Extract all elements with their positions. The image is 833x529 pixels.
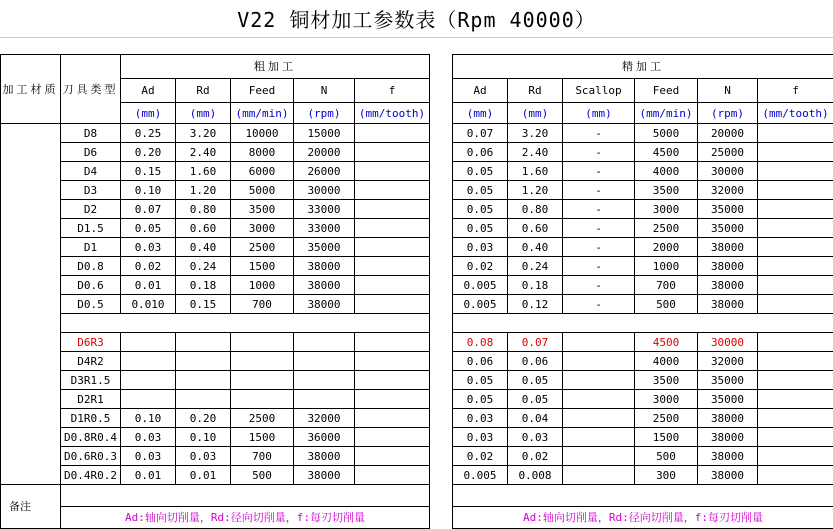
rough-value-cell: 0.01 bbox=[121, 276, 176, 295]
finish-value-cell: 2.40 bbox=[508, 143, 563, 162]
rough-value-cell bbox=[355, 447, 430, 466]
rough-value-cell: 0.05 bbox=[121, 219, 176, 238]
finish-unit-header: (mm) bbox=[508, 103, 563, 124]
finish-value-cell: 38000 bbox=[698, 409, 758, 428]
rough-value-cell: 0.18 bbox=[176, 276, 231, 295]
rough-value-cell: 0.25 bbox=[121, 124, 176, 143]
rough-value-cell: 30000 bbox=[294, 181, 355, 200]
tool-cell: D1.5 bbox=[61, 219, 121, 238]
rough-value-cell: 38000 bbox=[294, 295, 355, 314]
tool-cell: D1R0.5 bbox=[61, 409, 121, 428]
rough-unit-header: (mm) bbox=[121, 103, 176, 124]
finish-value-cell: 38000 bbox=[698, 295, 758, 314]
rough-col-header: f bbox=[355, 79, 430, 103]
finish-value-cell: 38000 bbox=[698, 257, 758, 276]
finish-value-cell: 0.12 bbox=[508, 295, 563, 314]
tool-cell: D2 bbox=[61, 200, 121, 219]
finish-value-cell: 38000 bbox=[698, 447, 758, 466]
rough-value-cell: 0.20 bbox=[121, 143, 176, 162]
rough-value-cell: 0.07 bbox=[121, 200, 176, 219]
tool-cell: D1 bbox=[61, 238, 121, 257]
finish-value-cell bbox=[563, 447, 635, 466]
finish-value-cell: 32000 bbox=[698, 181, 758, 200]
finish-value-cell bbox=[758, 219, 833, 238]
rough-value-cell: 1000 bbox=[231, 276, 294, 295]
rough-value-cell: 10000 bbox=[231, 124, 294, 143]
tool-cell: D3 bbox=[61, 181, 121, 200]
finish-section-title: 精加工 bbox=[453, 55, 833, 79]
rough-value-cell bbox=[121, 333, 176, 352]
finish-value-cell: 0.80 bbox=[508, 200, 563, 219]
finish-value-cell: 0.05 bbox=[453, 181, 508, 200]
rough-unit-header: (mm/min) bbox=[231, 103, 294, 124]
finish-value-cell: 25000 bbox=[698, 143, 758, 162]
finish-col-header: Rd bbox=[508, 79, 563, 103]
rough-value-cell bbox=[355, 238, 430, 257]
rough-value-cell: 0.02 bbox=[121, 257, 176, 276]
rough-value-cell bbox=[121, 390, 176, 409]
rough-value-cell: 1500 bbox=[231, 428, 294, 447]
rough-unit-header: (rpm) bbox=[294, 103, 355, 124]
rough-value-cell: 700 bbox=[231, 447, 294, 466]
tool-cell: D0.8 bbox=[61, 257, 121, 276]
finish-value-cell bbox=[758, 466, 833, 485]
tool-cell: D3R1.5 bbox=[61, 371, 121, 390]
finish-value-cell: 32000 bbox=[698, 352, 758, 371]
finish-value-cell bbox=[563, 352, 635, 371]
finish-value-cell bbox=[758, 276, 833, 295]
finish-value-cell bbox=[563, 390, 635, 409]
finish-value-cell: 0.07 bbox=[453, 124, 508, 143]
finish-value-cell bbox=[758, 333, 833, 352]
finish-value-cell: 300 bbox=[635, 466, 698, 485]
rough-value-cell: 1.20 bbox=[176, 181, 231, 200]
finish-value-cell: 35000 bbox=[698, 219, 758, 238]
rough-value-cell: 0.10 bbox=[176, 428, 231, 447]
rough-value-cell bbox=[176, 390, 231, 409]
rough-value-cell: 0.24 bbox=[176, 257, 231, 276]
rough-value-cell bbox=[355, 295, 430, 314]
finish-value-cell: - bbox=[563, 238, 635, 257]
finish-value-cell bbox=[758, 352, 833, 371]
finish-value-cell: 30000 bbox=[698, 162, 758, 181]
finish-value-cell: 0.005 bbox=[453, 466, 508, 485]
rough-value-cell: 33000 bbox=[294, 200, 355, 219]
finish-value-cell bbox=[563, 333, 635, 352]
rough-value-cell bbox=[294, 333, 355, 352]
rough-value-cell bbox=[231, 352, 294, 371]
finish-value-cell: 0.18 bbox=[508, 276, 563, 295]
rough-value-cell bbox=[355, 333, 430, 352]
finish-value-cell bbox=[758, 181, 833, 200]
finish-value-cell: 0.60 bbox=[508, 219, 563, 238]
finish-value-cell: 3.20 bbox=[508, 124, 563, 143]
rough-value-cell: 1.60 bbox=[176, 162, 231, 181]
rough-value-cell: 2.40 bbox=[176, 143, 231, 162]
finish-value-cell bbox=[758, 295, 833, 314]
finish-col-header: Feed bbox=[635, 79, 698, 103]
rough-value-cell: 2500 bbox=[231, 238, 294, 257]
finish-value-cell: - bbox=[563, 276, 635, 295]
finish-value-cell: 0.06 bbox=[508, 352, 563, 371]
rough-value-cell: 36000 bbox=[294, 428, 355, 447]
finish-value-cell: - bbox=[563, 162, 635, 181]
finish-value-cell: 0.05 bbox=[453, 390, 508, 409]
finish-value-cell: 0.06 bbox=[453, 352, 508, 371]
finish-value-cell: - bbox=[563, 200, 635, 219]
rough-value-cell: 38000 bbox=[294, 466, 355, 485]
finish-value-cell: 0.02 bbox=[508, 447, 563, 466]
finish-value-cell bbox=[563, 409, 635, 428]
rough-value-cell bbox=[355, 162, 430, 181]
rough-unit-header: (mm) bbox=[176, 103, 231, 124]
finish-value-cell: 2500 bbox=[635, 219, 698, 238]
rough-value-cell bbox=[176, 352, 231, 371]
rough-value-cell: 3.20 bbox=[176, 124, 231, 143]
rough-value-cell: 38000 bbox=[294, 447, 355, 466]
separator-cell bbox=[61, 314, 430, 333]
finish-value-cell: 0.03 bbox=[453, 428, 508, 447]
rough-value-cell: 0.01 bbox=[121, 466, 176, 485]
finish-col-header: Scallop bbox=[563, 79, 635, 103]
rough-value-cell: 3500 bbox=[231, 200, 294, 219]
finish-value-cell bbox=[758, 447, 833, 466]
finish-value-cell: 0.04 bbox=[508, 409, 563, 428]
finish-value-cell: 500 bbox=[635, 447, 698, 466]
finish-value-cell: 0.02 bbox=[453, 257, 508, 276]
finish-value-cell: 4500 bbox=[635, 333, 698, 352]
finish-value-cell bbox=[758, 409, 833, 428]
finish-value-cell: 3000 bbox=[635, 390, 698, 409]
rough-value-cell bbox=[355, 181, 430, 200]
rough-value-cell: 15000 bbox=[294, 124, 355, 143]
finish-table bbox=[452, 54, 833, 529]
finish-value-cell: 5000 bbox=[635, 124, 698, 143]
rough-value-cell: 500 bbox=[231, 466, 294, 485]
page-title: V22 铜材加工参数表（Rpm 40000） bbox=[237, 8, 596, 32]
rough-value-cell: 33000 bbox=[294, 219, 355, 238]
legend-text: Ad:轴向切削量，Rd:径向切削量，f:每刃切削量 bbox=[61, 507, 430, 529]
rough-value-cell: 26000 bbox=[294, 162, 355, 181]
finish-value-cell: 0.07 bbox=[508, 333, 563, 352]
finish-value-cell: 0.008 bbox=[508, 466, 563, 485]
rough-value-cell bbox=[355, 352, 430, 371]
rough-value-cell: 0.03 bbox=[121, 447, 176, 466]
finish-value-cell: 4500 bbox=[635, 143, 698, 162]
finish-value-cell: 500 bbox=[635, 295, 698, 314]
finish-col-header: f bbox=[758, 79, 833, 103]
finish-value-cell bbox=[563, 428, 635, 447]
rough-value-cell bbox=[355, 143, 430, 162]
finish-value-cell: 4000 bbox=[635, 352, 698, 371]
rough-value-cell bbox=[231, 371, 294, 390]
rough-value-cell bbox=[355, 219, 430, 238]
rough-value-cell: 38000 bbox=[294, 276, 355, 295]
rough-col-header: N bbox=[294, 79, 355, 103]
rough-col-header: Feed bbox=[231, 79, 294, 103]
remark-label: 备注 bbox=[1, 485, 61, 529]
finish-value-cell: 0.24 bbox=[508, 257, 563, 276]
rough-value-cell: 3000 bbox=[231, 219, 294, 238]
finish-unit-header: (rpm) bbox=[698, 103, 758, 124]
finish-value-cell bbox=[758, 124, 833, 143]
tool-type-label: 刀具类型 bbox=[61, 55, 121, 124]
finish-value-cell: - bbox=[563, 257, 635, 276]
finish-col-header: N bbox=[698, 79, 758, 103]
rough-value-cell: 5000 bbox=[231, 181, 294, 200]
finish-value-cell: 0.005 bbox=[453, 276, 508, 295]
finish-value-cell: 38000 bbox=[698, 238, 758, 257]
finish-col-header: Ad bbox=[453, 79, 508, 103]
rough-value-cell: 700 bbox=[231, 295, 294, 314]
finish-value-cell: 1.20 bbox=[508, 181, 563, 200]
finish-value-cell: 20000 bbox=[698, 124, 758, 143]
rough-value-cell: 0.03 bbox=[121, 238, 176, 257]
finish-value-cell: 0.05 bbox=[508, 390, 563, 409]
rough-value-cell bbox=[231, 333, 294, 352]
rough-col-header: Ad bbox=[121, 79, 176, 103]
rough-value-cell: 0.03 bbox=[176, 447, 231, 466]
finish-value-cell: - bbox=[563, 295, 635, 314]
rough-value-cell: 0.01 bbox=[176, 466, 231, 485]
tool-cell: D0.4R0.2 bbox=[61, 466, 121, 485]
finish-value-cell: 0.03 bbox=[508, 428, 563, 447]
finish-value-cell: 0.005 bbox=[453, 295, 508, 314]
rough-section-title: 粗加工 bbox=[121, 55, 430, 79]
spacer-row bbox=[0, 37, 833, 55]
finish-value-cell bbox=[758, 428, 833, 447]
rough-value-cell bbox=[121, 352, 176, 371]
finish-value-cell: 1000 bbox=[635, 257, 698, 276]
finish-value-cell: 0.03 bbox=[453, 409, 508, 428]
rough-value-cell: 0.010 bbox=[121, 295, 176, 314]
rough-value-cell bbox=[121, 371, 176, 390]
rough-table bbox=[0, 54, 430, 529]
rough-value-cell: 35000 bbox=[294, 238, 355, 257]
legend-text: Ad:轴向切削量，Rd:径向切削量，f:每刃切削量 bbox=[453, 507, 833, 529]
separator-cell bbox=[453, 314, 833, 333]
rough-value-cell: 0.15 bbox=[121, 162, 176, 181]
rough-value-cell bbox=[294, 371, 355, 390]
finish-value-cell bbox=[563, 466, 635, 485]
finish-value-cell: 30000 bbox=[698, 333, 758, 352]
finish-value-cell: 3000 bbox=[635, 200, 698, 219]
material-label: 加工材质 bbox=[1, 55, 61, 124]
finish-unit-header: (mm) bbox=[453, 103, 508, 124]
rough-value-cell bbox=[294, 390, 355, 409]
rough-value-cell: 0.10 bbox=[121, 181, 176, 200]
rough-value-cell bbox=[355, 276, 430, 295]
tool-cell: D0.6 bbox=[61, 276, 121, 295]
rough-value-cell: 2500 bbox=[231, 409, 294, 428]
rough-value-cell: 0.40 bbox=[176, 238, 231, 257]
finish-value-cell: 0.05 bbox=[453, 162, 508, 181]
rough-value-cell: 0.20 bbox=[176, 409, 231, 428]
tool-cell: D0.5 bbox=[61, 295, 121, 314]
finish-value-cell: 700 bbox=[635, 276, 698, 295]
rough-value-cell: 38000 bbox=[294, 257, 355, 276]
finish-value-cell: 38000 bbox=[698, 466, 758, 485]
finish-value-cell bbox=[758, 200, 833, 219]
rough-value-cell: 0.03 bbox=[121, 428, 176, 447]
rough-value-cell: 1500 bbox=[231, 257, 294, 276]
rough-value-cell bbox=[355, 390, 430, 409]
finish-value-cell: 4000 bbox=[635, 162, 698, 181]
finish-value-cell: 2000 bbox=[635, 238, 698, 257]
finish-unit-header: (mm) bbox=[563, 103, 635, 124]
finish-value-cell: 1500 bbox=[635, 428, 698, 447]
finish-value-cell bbox=[758, 390, 833, 409]
rough-value-cell bbox=[355, 124, 430, 143]
finish-value-cell bbox=[758, 162, 833, 181]
finish-value-cell: 0.05 bbox=[453, 371, 508, 390]
tool-cell: D2R1 bbox=[61, 390, 121, 409]
tool-cell: D0.8R0.4 bbox=[61, 428, 121, 447]
finish-value-cell: 0.05 bbox=[453, 200, 508, 219]
tool-cell: D4R2 bbox=[61, 352, 121, 371]
material-cell bbox=[1, 124, 61, 485]
finish-value-cell: - bbox=[563, 219, 635, 238]
finish-value-cell: 3500 bbox=[635, 371, 698, 390]
rough-value-cell bbox=[355, 409, 430, 428]
rough-unit-header: (mm/tooth) bbox=[355, 103, 430, 124]
tool-cell: D0.6R0.3 bbox=[61, 447, 121, 466]
tool-cell: D6 bbox=[61, 143, 121, 162]
rough-value-cell: 0.15 bbox=[176, 295, 231, 314]
tool-cell: D6R3 bbox=[61, 333, 121, 352]
rough-col-header: Rd bbox=[176, 79, 231, 103]
finish-value-cell: 1.60 bbox=[508, 162, 563, 181]
finish-value-cell bbox=[563, 371, 635, 390]
rough-value-cell bbox=[355, 200, 430, 219]
rough-value-cell bbox=[355, 466, 430, 485]
rough-value-cell: 0.10 bbox=[121, 409, 176, 428]
remark-cell bbox=[61, 485, 430, 507]
finish-value-cell: 38000 bbox=[698, 276, 758, 295]
finish-value-cell: 0.03 bbox=[453, 238, 508, 257]
remark-cell bbox=[453, 485, 833, 507]
rough-value-cell: 6000 bbox=[231, 162, 294, 181]
finish-value-cell bbox=[758, 143, 833, 162]
finish-value-cell bbox=[758, 371, 833, 390]
finish-value-cell: 0.08 bbox=[453, 333, 508, 352]
tool-cell: D8 bbox=[61, 124, 121, 143]
rough-value-cell bbox=[176, 371, 231, 390]
finish-value-cell: 35000 bbox=[698, 371, 758, 390]
rough-value-cell: 0.80 bbox=[176, 200, 231, 219]
rough-value-cell bbox=[355, 428, 430, 447]
finish-unit-header: (mm/min) bbox=[635, 103, 698, 124]
finish-value-cell: 35000 bbox=[698, 200, 758, 219]
finish-value-cell: 2500 bbox=[635, 409, 698, 428]
finish-value-cell: - bbox=[563, 181, 635, 200]
rough-value-cell bbox=[231, 390, 294, 409]
rough-value-cell: 8000 bbox=[231, 143, 294, 162]
finish-value-cell: 38000 bbox=[698, 428, 758, 447]
rough-value-cell bbox=[355, 257, 430, 276]
finish-value-cell: 0.05 bbox=[508, 371, 563, 390]
rough-value-cell: 0.60 bbox=[176, 219, 231, 238]
finish-value-cell: 0.40 bbox=[508, 238, 563, 257]
rough-value-cell bbox=[176, 333, 231, 352]
finish-value-cell: 0.02 bbox=[453, 447, 508, 466]
finish-value-cell bbox=[758, 257, 833, 276]
finish-unit-header: (mm/tooth) bbox=[758, 103, 833, 124]
rough-value-cell: 20000 bbox=[294, 143, 355, 162]
finish-value-cell: 35000 bbox=[698, 390, 758, 409]
finish-value-cell: - bbox=[563, 143, 635, 162]
rough-value-cell: 32000 bbox=[294, 409, 355, 428]
finish-value-cell bbox=[758, 238, 833, 257]
finish-value-cell: 3500 bbox=[635, 181, 698, 200]
finish-value-cell: 0.06 bbox=[453, 143, 508, 162]
finish-value-cell: - bbox=[563, 124, 635, 143]
rough-value-cell bbox=[355, 371, 430, 390]
rough-value-cell bbox=[294, 352, 355, 371]
tool-cell: D4 bbox=[61, 162, 121, 181]
finish-value-cell: 0.05 bbox=[453, 219, 508, 238]
